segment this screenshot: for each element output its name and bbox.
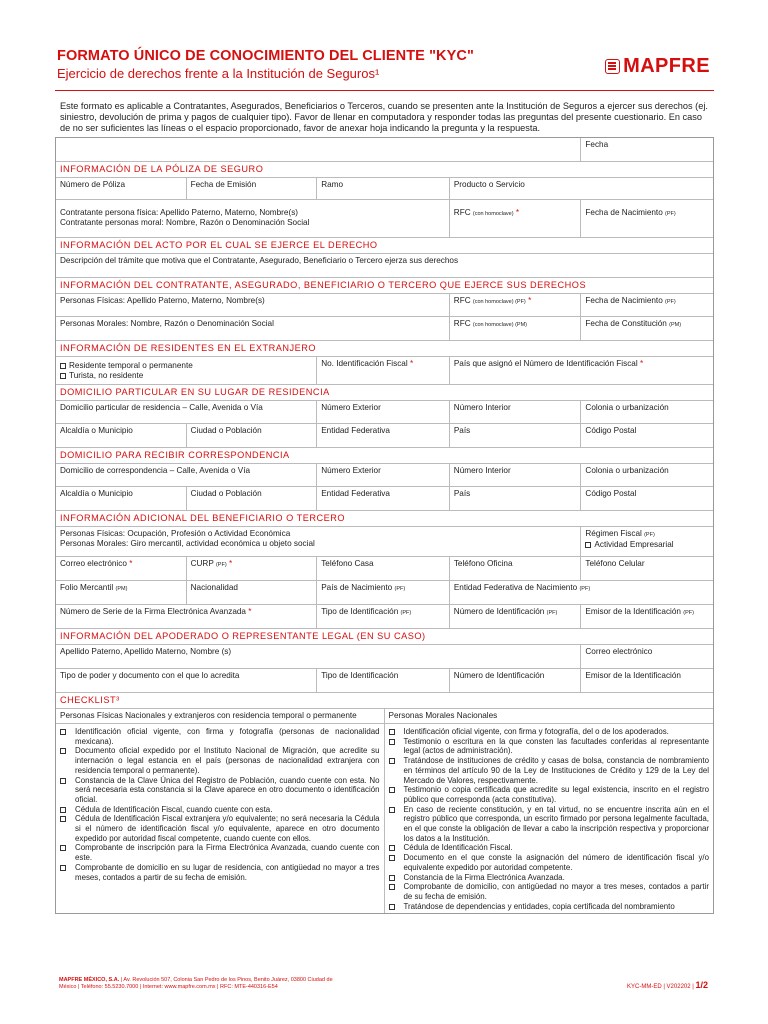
colonia-field[interactable] bbox=[581, 401, 713, 423]
field-label: Tipo de Identificación bbox=[321, 671, 399, 680]
footer-code bbox=[627, 980, 708, 990]
field-note: (PF) bbox=[683, 610, 694, 616]
checkbox-icon bbox=[60, 363, 66, 369]
actividad-checkbox[interactable] bbox=[585, 540, 709, 550]
checklist-item-text: Constancia de la Firma Electrónica Avanzada. bbox=[403, 872, 565, 882]
residencia-options bbox=[56, 357, 317, 384]
numero-poliza-field[interactable] bbox=[56, 178, 187, 199]
field-label: Tipo de poder y documento con el que lo acredita bbox=[60, 671, 240, 680]
field-label: Fecha de Nacimiento bbox=[585, 208, 663, 217]
descripcion-field[interactable] bbox=[56, 254, 713, 277]
apoderado-tipo-id-field[interactable] bbox=[317, 669, 450, 692]
field-label: Domicilio particular de residencia – Calle, Avenida o Vía bbox=[60, 403, 263, 412]
beneficiario-row-1 bbox=[56, 527, 713, 557]
turista-checkbox[interactable] bbox=[60, 371, 312, 381]
field-label: País bbox=[453, 489, 471, 498]
field-label: Entidad Federativa bbox=[321, 426, 390, 435]
section-beneficiario bbox=[56, 511, 713, 527]
apoderado-correo-field[interactable] bbox=[581, 645, 713, 668]
ciudad-field[interactable] bbox=[187, 424, 318, 447]
checkbox-icon[interactable] bbox=[60, 865, 66, 871]
page-number: 1/2 bbox=[695, 980, 708, 990]
rfc-field[interactable]: RFC (con homoclave) * bbox=[450, 200, 582, 237]
field-note: (PF) bbox=[546, 610, 558, 616]
section-correspondencia bbox=[56, 448, 713, 464]
field-label: Correo electrónico bbox=[585, 647, 653, 656]
exterior-corr-field[interactable] bbox=[317, 464, 450, 486]
checklist-item-text: Tratándose de instituciones de crédito y casas de bolsa, constancia de nombramiento en términos del artículo 90 de la Ley de Instituciones de Crédito y 129 de la Ley del Mercado de Valores, respectivamente. bbox=[403, 756, 709, 785]
checklist-item-text: Cédula de Identificación Fiscal. bbox=[403, 843, 513, 853]
section-domicilio bbox=[56, 385, 713, 401]
section-title: INFORMACIÓN DE RESIDENTES EN EL EXTRANJERO bbox=[56, 341, 713, 356]
rfc-pm-field[interactable] bbox=[450, 317, 582, 340]
field-label: Personas Morales: Giro mercantil, actividad económica u objeto social bbox=[60, 539, 315, 548]
section-residentes bbox=[56, 341, 713, 357]
section-contratante bbox=[56, 278, 713, 294]
checklist-item[interactable] bbox=[389, 785, 710, 804]
pais-nac-field[interactable] bbox=[317, 581, 450, 604]
section-checklist bbox=[56, 693, 713, 709]
field-label: Entidad Federativa bbox=[321, 489, 390, 498]
interior-corr-field[interactable] bbox=[450, 464, 582, 486]
section-acto bbox=[56, 238, 713, 254]
pais-id-fiscal-field[interactable]: País que asignó el Número de Identificación Fiscal * bbox=[453, 359, 644, 368]
colonia-corr-field[interactable] bbox=[581, 464, 713, 486]
field-label: Correo electrónico bbox=[60, 559, 127, 568]
serie-field[interactable]: Número de Serie de la Firma Electrónica Avanzada * bbox=[56, 605, 317, 628]
footer bbox=[59, 977, 459, 991]
field-label: Fecha de Constitución bbox=[585, 319, 667, 328]
field-label: Alcaldía o Municipio bbox=[60, 426, 133, 435]
field-label: Colonia o urbanización bbox=[585, 403, 669, 412]
section-apoderado bbox=[56, 629, 713, 645]
footer-contact: México | Teléfono: 55.5230.7000 | Internet: www.mapfre.com.mx | RFC: MTE-440316-E54 bbox=[59, 984, 278, 990]
field-label: Folio Mercantil bbox=[60, 583, 114, 592]
checklist-item-text: Identificación oficial vigente, con firma y fotografía, del o de los apoderados. bbox=[403, 727, 669, 736]
field-label: Contratante persona física: Apellido Paterno, Materno, Nombre(s) bbox=[60, 208, 299, 217]
field-label: Emisor de la Identificación bbox=[585, 607, 681, 616]
field-label: Emisor de la Identificación bbox=[585, 671, 681, 680]
apoderado-row-1 bbox=[56, 645, 713, 669]
checklist-pm-list bbox=[385, 724, 714, 913]
regimen-field bbox=[581, 527, 713, 556]
nacimiento-field[interactable] bbox=[581, 200, 713, 237]
field-label: CURP bbox=[190, 559, 214, 568]
field-label: Producto o Servicio bbox=[453, 180, 525, 189]
checkbox-icon[interactable] bbox=[389, 729, 395, 735]
section-title: CHECKLIST³ bbox=[56, 693, 713, 708]
field-label: Ciudad o Población bbox=[190, 489, 262, 498]
checklist-item-text: Comprobante de domicilio en su lugar de residencia, con antigüedad no mayor a tres meses, contados a partir de su fecha de emisión. bbox=[75, 862, 380, 882]
correspondencia-row-1 bbox=[56, 464, 713, 487]
checklist-item[interactable] bbox=[389, 882, 710, 901]
field-label: Número Exterior bbox=[321, 403, 381, 412]
field-label: Actividad Empresarial bbox=[594, 540, 674, 549]
field-note: (PF) bbox=[665, 299, 676, 305]
field-note: (PM) bbox=[115, 586, 128, 592]
checklist-col-pm: Personas Morales Nacionales bbox=[388, 711, 498, 720]
beneficiario-row-3 bbox=[56, 581, 713, 605]
field-label: Número de Póliza bbox=[60, 180, 126, 189]
checklist-item-text: Cédula de Identificación Fiscal, cuando cuente con esta. bbox=[75, 804, 273, 814]
field-label: Teléfono Casa bbox=[321, 559, 374, 568]
field-label: Régimen Fiscal bbox=[585, 529, 642, 538]
field-label: Número de Serie de la Firma Electrónica Avanzada bbox=[60, 607, 246, 616]
pm-nombre-field[interactable] bbox=[56, 317, 450, 340]
entidad-field[interactable] bbox=[317, 424, 450, 447]
field-label: Número Interior bbox=[453, 466, 511, 475]
checklist-item[interactable] bbox=[60, 727, 380, 746]
checklist-item[interactable] bbox=[389, 737, 710, 756]
checkbox-icon[interactable] bbox=[389, 875, 395, 881]
checkbox-icon[interactable] bbox=[60, 816, 66, 822]
checkbox-icon[interactable] bbox=[60, 807, 66, 813]
alcaldia-field[interactable] bbox=[56, 424, 187, 447]
correo-field[interactable]: Correo electrónico * bbox=[56, 557, 187, 580]
checklist-item[interactable] bbox=[60, 746, 380, 775]
field-label: Fecha de Emisión bbox=[190, 180, 257, 189]
checklist-header bbox=[56, 709, 713, 724]
field-note: (PF) bbox=[644, 532, 655, 538]
field-label: Código Postal bbox=[585, 426, 637, 435]
field-note: (PM) bbox=[669, 322, 682, 328]
constitucion-field[interactable] bbox=[581, 317, 713, 340]
fecha-row bbox=[56, 138, 713, 162]
fecha-label: Fecha bbox=[585, 140, 609, 149]
entidad-nac-field[interactable] bbox=[450, 581, 713, 604]
logo-text: MAPFRE bbox=[623, 55, 710, 77]
section-title: DOMICILIO PARA RECIBIR CORRESPONDENCIA bbox=[56, 448, 713, 463]
domicilio-row-1 bbox=[56, 401, 713, 424]
field-label: Número Interior bbox=[453, 403, 511, 412]
section-title: INFORMACIÓN DEL CONTRATANTE, ASEGURADO, BENEFICIARIO O TERCERO QUE EJERCE SUS DERECHOS bbox=[56, 278, 713, 293]
checklist-item[interactable] bbox=[60, 863, 380, 882]
checkbox-icon[interactable] bbox=[389, 845, 395, 851]
poder-field[interactable] bbox=[56, 669, 317, 692]
checklist-item-text: Testimonio o escritura en la que consten las facultades conferidas al representante legal (actos de administración). bbox=[403, 736, 709, 756]
checklist-col-pf: Personas Físicas Nacionales y extranjeros con residencia temporal o permanente bbox=[56, 709, 385, 723]
field-label: No. Identificación Fiscal bbox=[321, 359, 408, 368]
field-label: Ciudad o Población bbox=[190, 426, 262, 435]
field-label: Tipo de Identificación bbox=[321, 607, 399, 616]
checkbox-icon bbox=[60, 373, 66, 379]
footer-address: | Av. Revolución 507, Colonia San Pedro de los Pinos, Benito Juárez, 03800 Ciudad de bbox=[120, 977, 333, 983]
rfc-pf-field[interactable]: RFC (con homoclave) (PF) * bbox=[450, 294, 582, 316]
cp-corr-field[interactable] bbox=[581, 487, 713, 510]
folio-field[interactable] bbox=[56, 581, 187, 604]
section-title: INFORMACIÓN ADICIONAL DEL BENEFICIARIO O TERCERO bbox=[56, 511, 713, 526]
checklist-item-text: Documento oficial expedido por el Instituto Nacional de Migración, que acredite su internación o legal estancia en el país (personas de nacionalidad extranjera con residencia temporal o permanente). bbox=[75, 746, 380, 775]
correspondencia-row-2 bbox=[56, 487, 713, 511]
checklist-item-text: Comprobante de inscripción para la Firma Electrónica Avanzada, cuando cuente con este. bbox=[75, 843, 380, 863]
domicilio-row-2 bbox=[56, 424, 713, 448]
poliza-row-1 bbox=[56, 178, 713, 200]
poliza-row-2 bbox=[56, 200, 713, 238]
beneficiario-row-4 bbox=[56, 605, 713, 629]
apoderado-emisor-field[interactable] bbox=[581, 669, 713, 692]
kyc-form bbox=[55, 137, 714, 914]
field-label: RFC bbox=[453, 208, 471, 217]
field-note: (PF) bbox=[665, 211, 676, 217]
fecha-emision-field[interactable] bbox=[187, 178, 318, 199]
tel-oficina-field[interactable] bbox=[450, 557, 582, 580]
pf-nombre-field[interactable] bbox=[56, 294, 450, 316]
field-label: Alcaldía o Municipio bbox=[60, 489, 133, 498]
field-note: (PF) bbox=[579, 586, 591, 592]
checklist-item-text: Cédula de Identificación Fiscal extranjera y/o equivalente; no será necesaria la Cédula si el número de identificación fiscal y/o equivalente, aparece en otro documento expedido por autoridad fiscal competente, cuando cuente con ellos. bbox=[75, 814, 380, 843]
field-label: Colonia o urbanización bbox=[585, 466, 669, 475]
checklist-item-text: Identificación oficial vigente, con firma y fotografía (personas de nacionalidad mexicana). bbox=[75, 727, 380, 746]
apoderado-row-2 bbox=[56, 669, 713, 693]
checklist-item[interactable] bbox=[389, 902, 710, 912]
field-label: Residente temporal o permanente bbox=[69, 361, 193, 370]
ocupacion-field[interactable] bbox=[56, 527, 581, 556]
checkbox-icon[interactable] bbox=[389, 884, 395, 890]
field-label: Código Postal bbox=[585, 489, 637, 498]
apoderado-nombre-field[interactable] bbox=[56, 645, 581, 668]
header-divider bbox=[55, 90, 714, 91]
field-label: Fecha de Nacimiento bbox=[585, 296, 663, 305]
field-label: Turista, no residente bbox=[69, 371, 144, 380]
section-poliza bbox=[56, 162, 713, 178]
field-label: RFC bbox=[453, 319, 471, 328]
nacimiento-pf-field[interactable] bbox=[581, 294, 713, 316]
checklist-item[interactable] bbox=[389, 853, 710, 872]
entidad-corr-field[interactable] bbox=[317, 487, 450, 510]
section-title: INFORMACIÓN DE LA PÓLIZA DE SEGURO bbox=[56, 162, 713, 177]
field-label: País que asignó el Número de Identificación Fiscal bbox=[453, 359, 638, 368]
producto-field[interactable] bbox=[450, 178, 713, 199]
field-label: Ramo bbox=[321, 180, 344, 189]
calle-field[interactable] bbox=[56, 401, 317, 423]
section-title: INFORMACIÓN DEL APODERADO O REPRESENTANTE LEGAL (EN SU CASO) bbox=[56, 629, 713, 644]
field-label: Número de Identificación bbox=[453, 607, 545, 616]
checklist-item-text: Constancia de la Clave Única del Registro de Población, cuando cuente con esta. No será necesaria esta constancia si la Clave aparece en otro documento o identificación oficial. bbox=[75, 775, 380, 804]
field-note: (PF) bbox=[400, 610, 412, 616]
field-label: Contratante personas moral: Nombre, Razón o Denominación Social bbox=[60, 218, 310, 227]
checklist-item[interactable] bbox=[60, 776, 380, 805]
footer-company: MAPFRE MÉXICO, S.A. bbox=[59, 977, 120, 983]
field-note: (PF) bbox=[394, 586, 406, 592]
checkbox-icon[interactable] bbox=[389, 758, 395, 764]
calle-corr-field[interactable] bbox=[56, 464, 317, 486]
contratante-row-1 bbox=[56, 294, 713, 317]
nacionalidad-field[interactable] bbox=[187, 581, 318, 604]
checklist-pf-list bbox=[56, 724, 385, 913]
checkbox-icon bbox=[585, 542, 591, 548]
pais-field[interactable] bbox=[450, 424, 582, 447]
beneficiario-row-2 bbox=[56, 557, 713, 581]
field-label: Domicilio de correspondencia – Calle, Avenida o Vía bbox=[60, 466, 251, 475]
cp-field[interactable] bbox=[581, 424, 713, 447]
mapfre-logo-icon bbox=[605, 59, 620, 74]
field-label: País bbox=[453, 426, 471, 435]
curp-field[interactable]: CURP (PF) * bbox=[187, 557, 318, 580]
footer-code-text: KYC-MM-ED | V202202 | bbox=[627, 984, 694, 990]
checklist-item[interactable] bbox=[60, 814, 380, 843]
checkbox-icon[interactable] bbox=[389, 787, 395, 793]
checkbox-icon[interactable] bbox=[60, 845, 66, 851]
no-id-fiscal-field[interactable]: No. Identificación Fiscal * bbox=[317, 357, 450, 384]
field-label: Teléfono Oficina bbox=[453, 559, 513, 568]
residente-checkbox[interactable] bbox=[60, 361, 312, 371]
field-label: Descripción del trámite que motiva que el Contratante, Asegurado, Beneficiario o Tercero ejerza sus derechos bbox=[60, 256, 459, 265]
intro-text: Este formato es aplicable a Contratantes, Asegurados, Beneficiarios o Terceros, cuando se presenten ante la Institución de Seguros a ejercer sus derechos (ej. siniestro, devolución de prima y pagos de cualquier tipo). Favor de llenar en computadora y responder todas las preguntas del presente cuestionario. En caso de no ser suficientes las líneas o el espacio proporcionado, favor de anexar hoja indicando la pregunta y la respuesta. bbox=[60, 101, 708, 134]
fecha-spacer bbox=[56, 138, 581, 161]
interior-field[interactable] bbox=[450, 401, 582, 423]
field-note: (PF) bbox=[215, 562, 227, 568]
field-label: RFC bbox=[453, 296, 471, 305]
checkbox-icon[interactable] bbox=[389, 904, 395, 910]
checklist-item-text: Testimonio o copia certificada que acredite su legal existencia, inscrito en el registro público que corresponda (acta constitutiva). bbox=[403, 785, 709, 804]
apoderado-num-id-field[interactable] bbox=[450, 669, 582, 692]
checklist-item[interactable] bbox=[389, 843, 710, 853]
checklist-item[interactable] bbox=[389, 873, 710, 883]
pais-corr-field[interactable] bbox=[450, 487, 582, 510]
field-label: Teléfono Celular bbox=[585, 559, 645, 568]
residentes-row bbox=[56, 357, 713, 385]
exterior-field[interactable] bbox=[317, 401, 450, 423]
tel-celular-field[interactable] bbox=[581, 557, 713, 580]
checklist-item[interactable] bbox=[389, 756, 710, 785]
field-label: Número de Identificación bbox=[453, 671, 545, 680]
checkbox-icon[interactable] bbox=[60, 778, 66, 784]
field-note: (con homoclave) (PF) bbox=[472, 299, 526, 305]
field-label: Entidad Federativa de Nacimiento bbox=[453, 583, 578, 592]
field-label: Nacionalidad bbox=[190, 583, 238, 592]
form-title: FORMATO ÚNICO DE CONOCIMIENTO DEL CLIENTE "KYC" bbox=[57, 48, 474, 64]
checklist-item[interactable] bbox=[60, 843, 380, 862]
checkbox-icon[interactable] bbox=[389, 807, 395, 813]
contratante-field[interactable] bbox=[56, 200, 450, 237]
field-label: País de Nacimiento bbox=[321, 583, 393, 592]
tel-casa-field[interactable] bbox=[317, 557, 450, 580]
checklist-item-text: Comprobante de domicilio, con antigüedad no mayor a tres meses, contados a partir de su fecha de emisión. bbox=[403, 882, 709, 901]
tipo-id-field[interactable] bbox=[317, 605, 450, 628]
checkbox-icon[interactable] bbox=[60, 748, 66, 754]
acto-row bbox=[56, 254, 713, 278]
mapfre-logo bbox=[605, 55, 710, 78]
checkbox-icon[interactable] bbox=[60, 729, 66, 735]
field-label: Personas Físicas: Ocupación, Profesión o Actividad Económica bbox=[60, 529, 291, 538]
num-id-field[interactable] bbox=[450, 605, 582, 628]
field-note: (con homoclave) (PM) bbox=[472, 322, 527, 328]
checklist-body bbox=[56, 724, 713, 913]
field-label: Número Exterior bbox=[321, 466, 381, 475]
contratante-row-2 bbox=[56, 317, 713, 341]
field-label: Personas Físicas: Apellido Paterno, Materno, Nombre(s) bbox=[60, 296, 265, 305]
section-title: INFORMACIÓN DEL ACTO POR EL CUAL SE EJERCE EL DERECHO bbox=[56, 238, 713, 253]
emisor-field[interactable] bbox=[581, 605, 713, 628]
checklist-item[interactable] bbox=[60, 805, 380, 815]
checkbox-icon[interactable] bbox=[389, 739, 395, 745]
alcaldia-corr-field[interactable] bbox=[56, 487, 187, 510]
form-subtitle: Ejercicio de derechos frente a la Institución de Seguros¹ bbox=[57, 66, 380, 81]
field-label: Apellido Paterno, Apellido Materno, Nombre (s) bbox=[60, 647, 232, 656]
ramo-field[interactable] bbox=[317, 178, 450, 199]
checklist-item[interactable] bbox=[389, 805, 710, 844]
checklist-item-text: Tratándose de dependencias y entidades, copia certificada del nombramiento bbox=[403, 901, 675, 911]
ciudad-corr-field[interactable] bbox=[187, 487, 318, 510]
fecha-field[interactable] bbox=[581, 138, 713, 161]
checklist-item[interactable] bbox=[389, 727, 710, 737]
section-title: DOMICILIO PARTICULAR EN SU LUGAR DE RESIDENCIA bbox=[56, 385, 713, 400]
field-label: Personas Morales: Nombre, Razón o Denominación Social bbox=[60, 319, 274, 328]
checklist-item-text: Documento en el que conste la asignación del número de identificación fiscal y/o equivalente expedido por autoridad competente. bbox=[403, 853, 709, 872]
checkbox-icon[interactable] bbox=[389, 855, 395, 861]
field-note: (con homoclave) bbox=[472, 211, 514, 217]
checklist-item-text: En caso de reciente constitución, y en tal virtud, no se encuentre inscrita aún en el registro público que corresponda, un escrito firmado por persona legalmente facultada, en el que conste la obligación de llevar a cabo la inscripción respectiva y proporcionar los datos a la Institución. bbox=[403, 804, 709, 843]
